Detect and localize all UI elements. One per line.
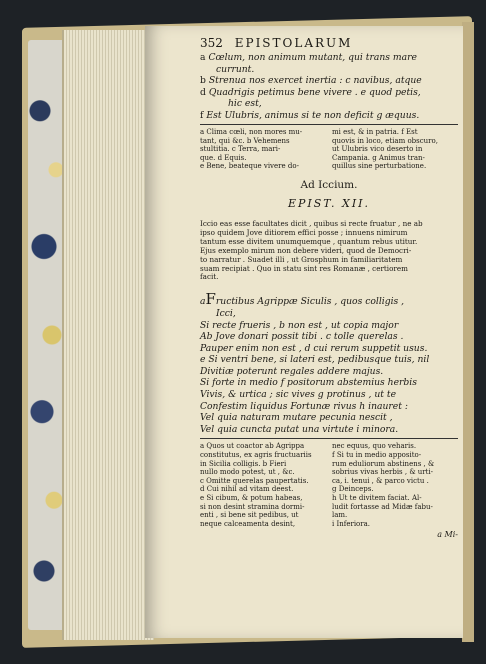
verse-line <box>200 98 458 110</box>
bottom-notes-left <box>200 442 326 528</box>
verse-line <box>200 75 458 87</box>
footnote-line: a Clima cœli, non mores mu- <box>200 128 303 136</box>
top-notes <box>200 128 458 171</box>
footnote-line: nullo modo potest, ut , &c. <box>200 468 295 477</box>
verse-text: Confestim liquidus Fortunæ rivus h inauret : <box>200 400 408 412</box>
verse-text: Vel quia cuncta putat una virtute i minora. <box>200 423 399 435</box>
footnote-line: d Cui nihil ad vitam deest. <box>200 485 294 494</box>
argument-text <box>200 220 458 282</box>
verse-line <box>200 389 458 401</box>
divider <box>200 124 458 125</box>
verse-text: Pauper enim non est , d cui rerum suppetit usus. <box>200 342 428 354</box>
verse-text: Cœlum, non animum mutant, qui trans mare <box>208 52 417 63</box>
verse-line <box>200 52 458 64</box>
footnote-line: enti , si bene sit pedibus, ut <box>200 511 299 520</box>
footnote-line: rum eduliorum abstinens , & <box>332 459 435 468</box>
footnote-line: e Bene, beateque vivere do- <box>200 162 299 171</box>
footnote-line: quillus sine perturbatione. <box>332 162 427 171</box>
verse-line <box>200 412 458 424</box>
verse-text: Vivis, & urtica ; sic vives g protinus , ut te <box>200 389 397 401</box>
verse-text: Vel quia naturam mutare pecunia nescit , <box>200 412 393 424</box>
footnote-line: i Inferiora. <box>332 519 371 528</box>
note-marker: d <box>200 86 206 98</box>
cover-edge <box>462 22 474 642</box>
footnote-line: h Ut te divitem faciat. Al- <box>332 494 422 502</box>
footnote-line: ca, i. tenui , & parco victu . <box>332 476 429 485</box>
top-notes-right <box>332 128 458 171</box>
note-marker: a <box>200 52 206 63</box>
verse-text: Ab Jove donari possit tibi . c tolle querelas . <box>200 331 404 343</box>
footnote-line: f Si tu in medio apposito- <box>332 451 422 460</box>
footnote-line: ludit fortasse ad Midæ fabu- <box>332 502 433 511</box>
verse-text: Divitiæ poterunt regales addere majus. <box>200 365 384 377</box>
verse-text: Fructibus Agrippæ Siculis , quos colligis , <box>205 290 405 309</box>
verse-text: currunt. <box>216 63 255 75</box>
verse-line <box>200 354 458 366</box>
epistle-title: EPIST. XII. <box>287 196 371 210</box>
verse-line <box>200 343 458 355</box>
argument-line: ipso quidem Jove ditiorem effici posse ; innuens nimirum <box>200 227 408 237</box>
verse-text: hic est, <box>228 98 262 109</box>
divider <box>200 438 458 439</box>
page-content <box>200 36 458 539</box>
note-marker: a <box>200 296 206 308</box>
verse-text: Si recte frueris , b non est , ut copia major <box>200 319 399 331</box>
bottom-notes <box>200 442 458 528</box>
running-header <box>200 36 458 50</box>
verse-line <box>200 366 458 378</box>
footnote-line: neque calceamenta desint, <box>200 519 296 528</box>
note-marker: f <box>200 109 204 121</box>
top-notes-left <box>200 128 326 171</box>
section-title: Ad Iccium. <box>300 178 358 191</box>
footnote-line: lam. <box>332 511 348 520</box>
page-edges <box>62 30 154 640</box>
verse-line <box>200 87 458 99</box>
footnote-line: sobrius vivas herbis , & urti- <box>332 468 434 477</box>
footnote-line: mi est, & in patria. f Est <box>332 128 418 136</box>
verse-text: e Si ventri bene, si lateri est, pedibusque tuis, nil <box>200 354 430 366</box>
footnote-line: stultitia. c Terra, mari- <box>200 145 281 154</box>
argument-line: facit. <box>200 272 219 282</box>
footnote-line: quovis in loco, etiam obscuro, <box>332 136 438 145</box>
footnote-line: in Sicilia colligis. b Fieri <box>200 459 287 468</box>
argument-line: to narratur . Suadet illi , ut Grosphum in familiaritatem <box>200 254 403 264</box>
bottom-notes-right <box>332 442 458 528</box>
top-verse <box>200 52 458 121</box>
footnote-line: g Deinceps. <box>332 485 374 494</box>
verse-line <box>200 331 458 343</box>
argument-line: suam recipiat . Quo in statu sint res Romanæ , certiorem <box>200 263 408 273</box>
footnote-line: a Quos ut coactor ab Agrippa <box>200 442 305 451</box>
page-number: 352 <box>200 36 223 50</box>
verse-line <box>200 424 458 436</box>
footnote-line: que. d Equis. <box>200 153 247 162</box>
running-title: EPISTOLARUM <box>234 36 353 50</box>
verse-text: Quadrigis petimus bene vivere . e quod petis, <box>208 86 421 98</box>
verse-text: Icci, <box>216 307 236 319</box>
footnote-line: tant, qui &c. b Vehemens <box>200 136 290 145</box>
verse-line <box>200 308 458 320</box>
verse-text: Strenua nos exercet inertia : c navibus, atque <box>208 75 422 86</box>
verse-line <box>200 401 458 413</box>
argument-line: tantum esse divitem unumquemque , quantum rebus utitur. <box>200 236 418 246</box>
footnote-line: Campania. g Animus tran- <box>332 153 425 162</box>
footnote-line: constitutus, ex agris fructuariis <box>200 451 312 460</box>
verse-line <box>200 290 458 309</box>
verse-text: Est Ulubris, animus si te non deficit g æquus. <box>206 109 420 121</box>
verse-text: Si forte in medio f positorum abstemius herbis <box>200 377 417 389</box>
footnote-line: si non desint stramina dormi- <box>200 502 305 511</box>
footnote-line: c Omitte querelas paupertatis. <box>200 476 309 485</box>
poem <box>200 290 458 435</box>
footnote-line: nec equus, quo veharis. <box>332 442 417 451</box>
verse-line <box>200 110 458 122</box>
note-marker: b <box>200 75 206 86</box>
verse-line <box>200 377 458 389</box>
argument-line: Iccio eas esse facultates dicit , quibus si recte fruatur , ne ab <box>200 218 423 228</box>
verse-line <box>200 320 458 332</box>
verse-line <box>200 64 458 76</box>
footnote-line: e Si cibum, & potum habeas, <box>200 494 303 502</box>
catchword: a Mi- <box>437 530 458 540</box>
footnote-line: ut Ulubris vico deserto in <box>332 145 423 154</box>
argument-line: Ejus exemplo mirum non debere videri, quod de Democri- <box>200 245 412 255</box>
